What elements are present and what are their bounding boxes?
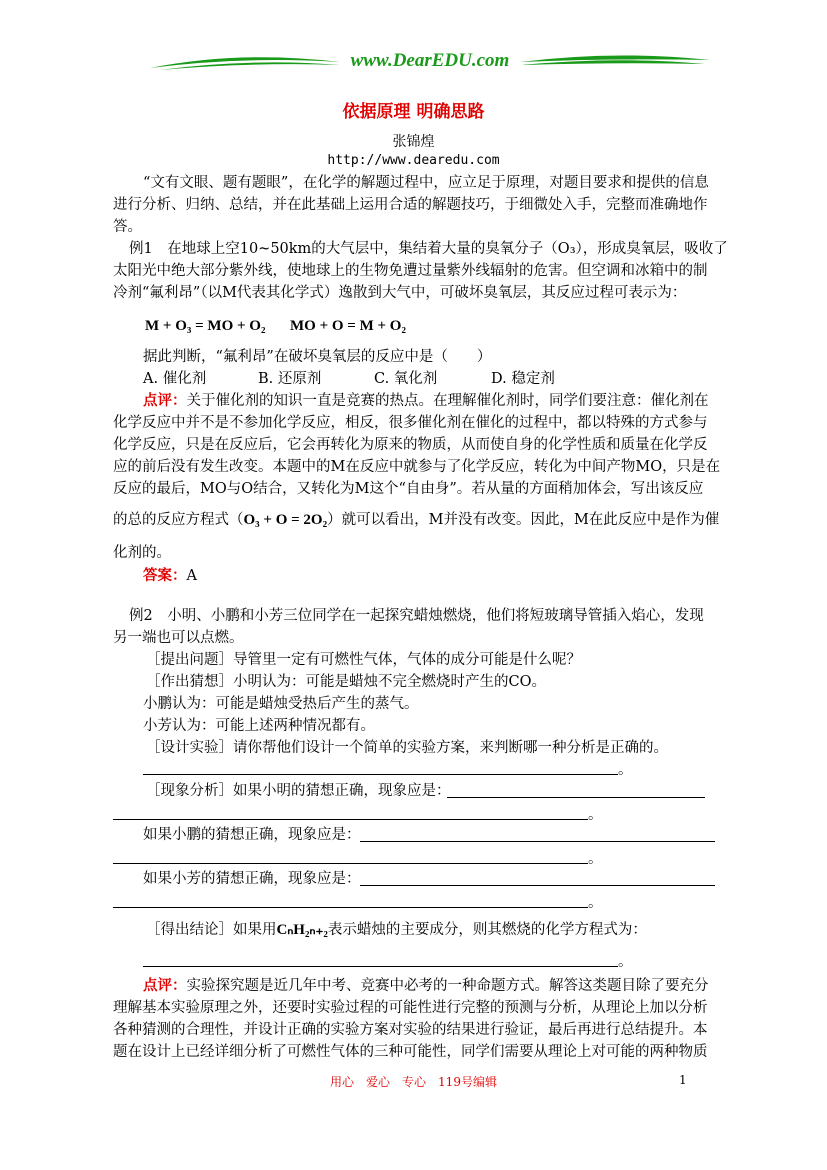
- page-title: 依据原理 明确思路: [342, 102, 485, 122]
- ex1-equation-1: M + O₃ = MO + O₂: [145, 318, 266, 334]
- ex1-comment-line-4: 应的前后没有发生改变。本题中的M在反应中就参与了化学反应，转化为中间产物MO，只是在: [113, 459, 721, 475]
- ex2-comment-line-2: 理解基本实验原理之外，还要时实验过程的可能性进行完整的预测与分析，从理论上加以分析: [113, 1000, 708, 1016]
- observe-3-blank-b[interactable]: [113, 907, 588, 908]
- ex2-comment-line-1: [143, 976, 709, 996]
- ex1-comment-label: 点评：: [143, 392, 187, 409]
- ex1-line-2: 太阳光中绝大部分紫外线，使地球上的生物免遭过量紫外线辐射的危害。但空调和冰箱中的制: [113, 263, 708, 279]
- conclusion-blank[interactable]: [143, 966, 618, 967]
- ex2-observe-1: ［现象分析］如果小明的猜想正确，现象应是：: [146, 783, 451, 799]
- ex1-option-b: B. 还原剂: [258, 371, 322, 387]
- observe-2-blank-b[interactable]: [113, 863, 588, 864]
- ex2-guess-3: 小芳认为：可能上述两种情况都有。: [143, 718, 375, 734]
- ex2-conclusion-text-b: 表示蜡烛的主要成分，则其燃烧的化学方程式为：: [327, 922, 647, 938]
- observe-2-blank-a[interactable]: [360, 841, 715, 842]
- ex2-conclusion: [146, 920, 647, 940]
- ex1-answer: [143, 566, 197, 586]
- design-answer-blank[interactable]: [143, 774, 618, 775]
- ex2-conclusion-text-a: ［得出结论］如果用: [146, 922, 277, 938]
- ex1-total-equation: O₃ + O = 2O₂: [243, 512, 328, 528]
- ex1-equation-2: MO + O = M + O₂: [290, 318, 406, 334]
- observe-2-end-mark: 。: [588, 851, 603, 867]
- page-number: 1: [679, 1073, 687, 1087]
- ex1-line-3: 冷剂“氟利昂”（以M代表其化学式）逸散到大气中，可破坏臭氧层，其反应过程可表示为：: [113, 285, 687, 301]
- ex1-line-1: 例1 在地球上空10~50km的大气层中，集结着大量的臭氧分子（O₃），形成臭氧层，吸收了: [129, 241, 728, 257]
- ex2-observe-3: 如果小芳的猜想正确，现象应是：: [143, 871, 361, 887]
- ex1-comment-line-2: 化学反应中并不是不参加化学反应，相反，很多催化剂在催化的过程中，都以特殊的方式参与: [113, 415, 708, 431]
- ex1-question: 据此判断，“氟利昂”在破坏臭氧层的反应中是（ ）: [143, 349, 492, 365]
- ex2-comment-text-1: 实验探究题是近几年中考、竞赛中必考的一种命题方式。解答这类题目除了要充分: [186, 978, 709, 994]
- ex2-design: ［设计实验］请你帮他们设计一个简单的实验方案，来判断哪一种分析是正确的。: [146, 740, 668, 756]
- ex2-observe-2: 如果小鹏的猜想正确，现象应是：: [143, 827, 361, 843]
- ex2-guess-1: ［作出猜想］小明认为：可能是蜡烛不完全燃烧时产生的CO。: [146, 674, 546, 690]
- author: 张锦煌: [392, 134, 435, 150]
- ex1-option-c: C. 氧化剂: [374, 371, 438, 387]
- ex1-comment-text-1: 关于催化剂的知识一直是竞赛的热点。在理解催化剂时，同学们要注意：催化剂在: [186, 393, 709, 409]
- ex2-candle-formula: CₙH₂ₙ₊₂: [276, 922, 328, 938]
- ex1-comment-text-6a: 的总的反应方程式（: [113, 512, 244, 528]
- intro-line-1: “文有文眼、题有题眼”，在化学的解题过程中，应立足于原理，对题目要求和提供的信息: [143, 175, 709, 191]
- ex1-comment-text-6b: ）就可以看出，M并没有改变。因此，M在此反应中是作为催: [327, 512, 720, 528]
- ex1-comment-line-5: 反应的最后，MO与O结合，又转化为M这个“自由身”。若从量的方面稍加体会，写出该反应: [113, 481, 704, 497]
- ex2-comment-label: 点评：: [143, 977, 187, 994]
- conclusion-end-mark: 。: [618, 954, 633, 970]
- observe-1-end-mark: 。: [588, 807, 603, 823]
- ex2-comment-line-3: 各种猜测的合理性，并设计正确的实验方案对实验的结果进行验证，最后再进行总结提升。本: [113, 1022, 708, 1038]
- ex2-comment-line-4: 题在设计上已经详细分析了可燃性气体的三种可能性，同学们需要从理论上对可能的两种物质: [113, 1044, 708, 1060]
- ex2-line-2: 另一端也可以点燃。: [113, 630, 244, 646]
- ex2-question: ［提出问题］导管里一定有可燃性气体，气体的成分可能是什么呢？: [146, 652, 581, 668]
- ex1-answer-value: A: [186, 568, 197, 584]
- ex1-answer-label: 答案：: [143, 567, 187, 584]
- design-end-mark: 。: [618, 762, 633, 778]
- ex1-comment-line-7: 化剂的。: [113, 545, 171, 561]
- observe-1-blank-b[interactable]: [113, 819, 588, 820]
- observe-1-blank-a[interactable]: [447, 797, 705, 798]
- header-site: www.DearEDU.com: [350, 50, 510, 71]
- intro-line-2: 进行分析、归纳、总结，并在此基础上运用合适的解题技巧，于细微处入手，完整而准确地作: [113, 197, 708, 213]
- ex1-option-a: A. 催化剂: [143, 371, 207, 387]
- observe-3-end-mark: 。: [588, 895, 603, 911]
- ex1-comment-line-3: 化学反应，只是在反应后，它会再转化为原来的物质，从而使自身的化学性质和质量在化学反: [113, 437, 708, 453]
- ex2-guess-2: 小鹏认为：可能是蜡烛受热后产生的蒸气。: [143, 696, 419, 712]
- footer-text: 用心 爱心 专心 119号编辑: [330, 1075, 497, 1089]
- intro-line-3: 答。: [113, 219, 142, 235]
- ex2-line-1: 例2 小明、小鹏和小芳三位同学在一起探究蜡烛燃烧，他们将短玻璃导管插入焰心，发现: [129, 608, 704, 624]
- ex1-comment-line-6: [113, 510, 719, 530]
- ex1-option-d: D. 稳定剂: [491, 371, 555, 387]
- ex1-comment-line-1: [143, 391, 709, 411]
- header-swoosh-right: [520, 48, 710, 78]
- source-url: http://www.dearedu.com: [327, 153, 500, 168]
- observe-3-blank-a[interactable]: [360, 885, 715, 886]
- header-banner: [150, 48, 710, 78]
